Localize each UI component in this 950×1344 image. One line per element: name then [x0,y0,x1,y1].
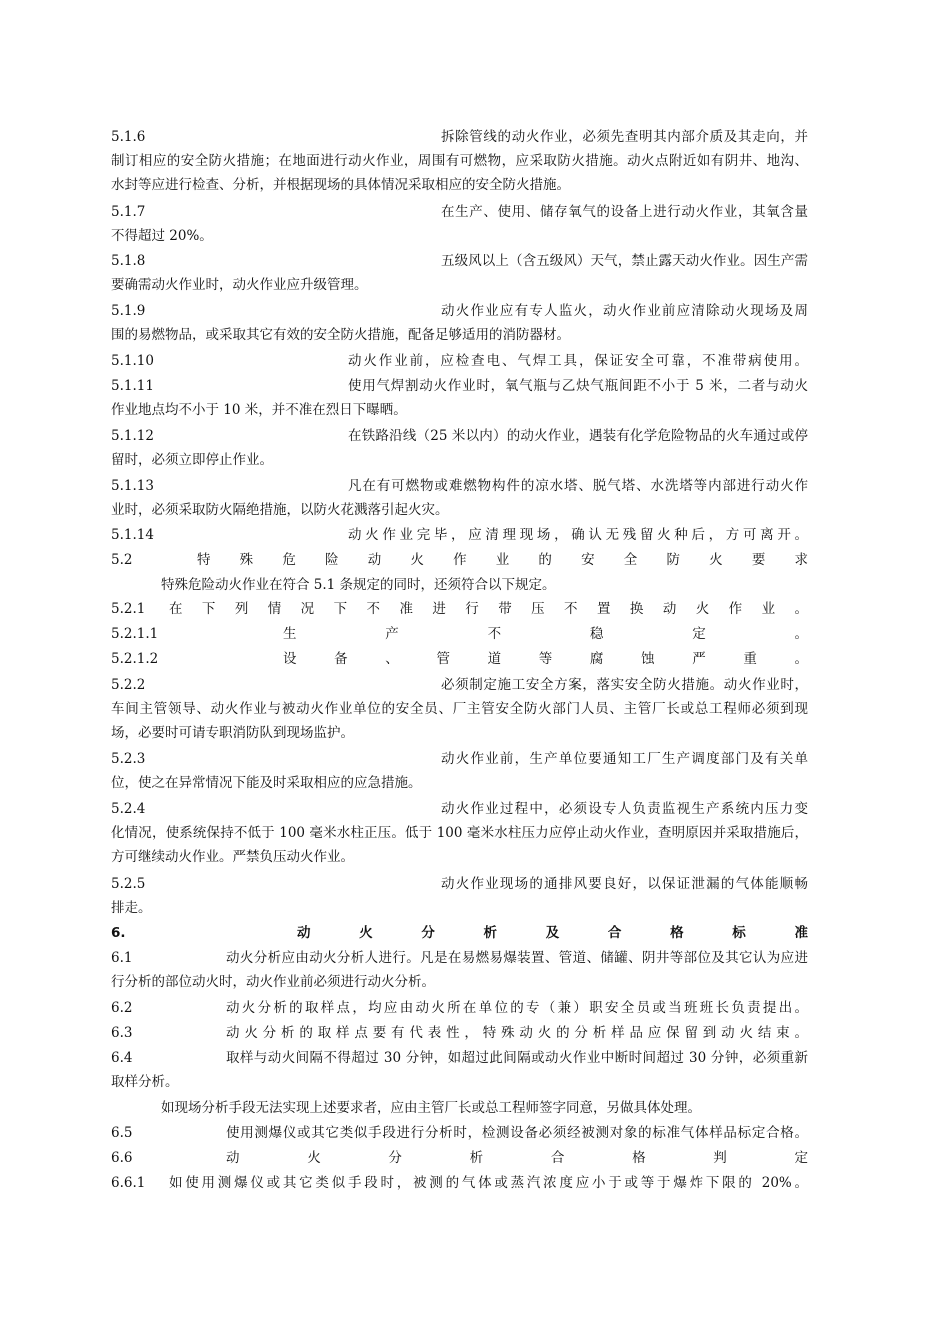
text-line [111,721,808,745]
clause-text: 动火作业完毕，应清理现场，确认无残留火种后，方可离开。 [348,527,808,543]
clause-6-6 [111,1146,808,1170]
clause-text: 围的易燃物品，或采取其它有效的安全防火措施，配备足够适用的消防器材。 [111,327,570,343]
text-line [111,224,808,248]
clause-5-1-8 [111,249,808,273]
clause-text: 方可继续动火作业。严禁负压动火作业。 [111,849,354,865]
text-line [111,821,808,845]
clause-number: 5.2 [111,552,133,568]
clause-number: 5.1.7 [111,204,146,220]
clause-number: 6.2 [111,1000,133,1016]
clause-5-1-13 [111,474,808,498]
clause-5-2-5 [111,872,808,896]
text-line [111,970,808,994]
clause-text: 动火作业前，应检查电、气焊工具，保证安全可靠，不准带病使用。 [348,353,808,369]
clause-6-3 [111,1021,808,1045]
clause-text: 动火分析应由动火分析人进行。凡是在易燃易爆装置、管道、储罐、阴井等部位及其它认为应进 [226,950,808,966]
clause-number: 5.2.1.1 [111,626,159,642]
clause-text: 在铁路沿线（25 米以内）的动火作业，遇装有化学危险物品的火车通过或停 [348,428,808,444]
clause-number: 5.1.14 [111,527,154,543]
text-line [111,498,808,522]
clause-text: 五级风以上（含五级风）天气，禁止露天动火作业。因生产需 [441,253,808,269]
text-line [111,896,808,920]
clause-text: 生产不稳定。 [283,626,808,642]
clause-text: 取样分析。 [111,1074,179,1090]
clause-5-2-2 [111,673,808,697]
clause-text: 动火分析的取样点要有代表性，特殊动火的分析样品应保留到动火结束。 [226,1025,808,1041]
clause-5-2-1 [111,597,808,621]
text-line [111,845,808,869]
clause-text: 动火分析合格判定 [226,1150,808,1166]
clause-number: 5.2.5 [111,876,146,892]
clause-text: 水封等应进行检查、分析，并根据现场的具体情况采取相应的安全防火措施。 [111,177,570,193]
clause-text: 拆除管线的动火作业，必须先查明其内部介质及其走向，并 [441,129,808,145]
clause-text: 设备、管道等腐蚀严重。 [283,651,808,667]
clause-text: 留时，必须立即停止作业。 [111,452,273,468]
clause-text: 必须制定施工安全方案，落实安全防火措施。动火作业时， [441,677,808,693]
clause-number: 6.5 [111,1125,133,1141]
text-line [111,1070,808,1094]
clause-number: 6.1 [111,950,133,966]
text-line [111,697,808,721]
clause-text: 在下列情况下不准进行带压不置换动火作业。 [169,601,808,617]
clause-5-2-3 [111,747,808,771]
clause-text: 场，必要时可请专职消防队到现场监护。 [111,725,354,741]
clause-text: 化情况，使系统保持不低于 100 毫米水柱正压。低于 100 毫米水柱压力应停止动火作业，查明原因并采取措施后， [111,825,808,841]
clause-6-2 [111,996,808,1020]
clause-5-2-1-1 [111,622,808,646]
clause-text: 要确需动火作业时，动火作业应升级管理。 [111,277,368,293]
clause-number: 5.2.1 [111,601,146,617]
text-line [111,573,808,597]
clause-6-4 [111,1046,808,1070]
clause-5-2-1-2 [111,647,808,671]
clause-6-1 [111,946,808,970]
clause-text: 排走。 [111,900,152,916]
text-line [111,1096,808,1120]
clause-text: 动火分析的取样点，均应由动火所在单位的专（兼）职安全员或当班班长负责提出。 [226,1000,808,1016]
text-line [111,398,808,422]
clause-text: 不得超过 20%。 [111,228,213,244]
section-title: 动火分析及合格标准 [297,925,808,941]
text-line [111,273,808,297]
clause-number: 5.1.13 [111,478,154,494]
clause-number: 5.1.8 [111,253,146,269]
clause-6-6-1 [111,1171,808,1195]
clause-text: 凡在有可燃物或难燃物构件的凉水塔、脱气塔、水洗塔等内部进行动火作 [348,478,808,494]
clause-text: 在生产、使用、储存氧气的设备上进行动火作业，其氧含量 [441,204,808,220]
clause-text: 使用测爆仪或其它类似手段进行分析时，检测设备必须经被测对象的标准气体样品标定合格。 [226,1125,808,1141]
clause-text: 动火作业应有专人监火，动火作业前应清除动火现场及周 [441,303,808,319]
clause-number: 6.4 [111,1050,133,1066]
clause-text: 行分析的部位动火时，动火作业前必须进行动火分析。 [111,974,435,990]
clause-number: 5.1.11 [111,378,154,394]
clause-5-1-9 [111,299,808,323]
clause-text: 动火作业过程中，必须设专人负责监视生产系统内压力变 [441,801,808,817]
clause-number: 5.1.12 [111,428,154,444]
clause-number: 5.2.1.2 [111,651,159,667]
text-line [111,448,808,472]
clause-text: 如使用测爆仪或其它类似手段时，被测的气体或蒸汽浓度应小于或等于爆炸下限的 20%。 [169,1175,808,1191]
clause-number: 5.1.9 [111,303,146,319]
text-line [111,149,808,173]
clause-text: 动火作业现场的通排风要良好，以保证泄漏的气体能顺畅 [441,876,808,892]
clause-6-5 [111,1121,808,1145]
clause-5-1-12 [111,424,808,448]
clause-number: 6.3 [111,1025,133,1041]
clause-5-2-4 [111,797,808,821]
clause-number: 5.1.10 [111,353,154,369]
clause-text: 车间主管领导、动火作业与被动火作业单位的安全员、厂主管安全防火部门人员、主管厂长或总工程师必须到现 [111,701,808,717]
clause-number: 5.2.4 [111,801,146,817]
clause-5-1-10 [111,349,808,373]
clause-number: 5.1.6 [111,129,146,145]
clause-number: 5.2.3 [111,751,146,767]
clause-text: 业时，必须采取防火隔绝措施，以防火花溅落引起火灾。 [111,502,449,518]
clause-5-1-7 [111,200,808,224]
clause-text: 如现场分析手段无法实现上述要求者，应由主管厂长或总工程师签字同意，另做具体处理。 [161,1100,701,1116]
clause-text: 位，使之在异常情况下能及时采取相应的应急措施。 [111,775,422,791]
clause-5-1-14 [111,523,808,547]
clause-text: 制订相应的安全防火措施；在地面进行动火作业，周围有可燃物，应采取防火措施。动火点附近如有阴井、地沟、 [111,153,808,169]
clause-5-1-11 [111,374,808,398]
clause-5-1-6 [111,125,808,149]
section-number: 6. [111,925,126,941]
text-line [111,771,808,795]
section-5-2-heading [111,548,808,572]
clause-number: 6.6 [111,1150,133,1166]
clause-text: 特殊危险动火作业在符合 5.1 条规定的同时，还须符合以下规定。 [161,577,556,593]
section-6-heading [111,921,808,945]
clause-text: 动火作业前，生产单位要通知工厂生产调度部门及有关单 [441,751,808,767]
clause-text: 使用气焊割动火作业时，氧气瓶与乙炔气瓶间距不小于 5 米，二者与动火 [348,378,808,394]
clause-number: 5.2.2 [111,677,146,693]
clause-text: 作业地点均不小于 10 米，并不准在烈日下曝晒。 [111,402,407,418]
text-line [111,323,808,347]
section-title: 特殊危险动火作业的安全防火要求 [197,552,808,568]
clause-text: 取样与动火间隔不得超过 30 分钟，如超过此间隔或动火作业中断时间超过 30 分钟，必须重新 [226,1050,808,1066]
text-line [111,173,808,197]
clause-number: 6.6.1 [111,1175,146,1191]
